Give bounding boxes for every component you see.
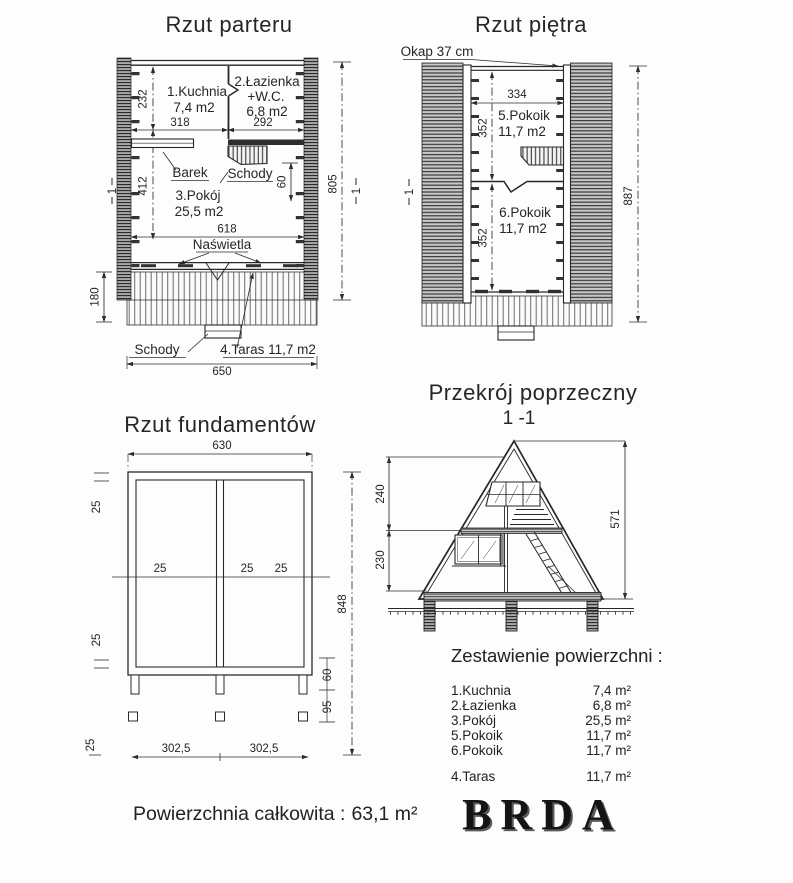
dim-887 bbox=[623, 66, 647, 322]
okap-label: Okap 37 cm bbox=[400, 44, 474, 59]
area-summary bbox=[451, 645, 663, 784]
row-label: 4.Taras bbox=[451, 769, 496, 784]
lazienka-label: 2.Łazienka bbox=[234, 74, 300, 89]
dim-805 bbox=[328, 62, 352, 300]
svg-text:292: 292 bbox=[253, 117, 273, 129]
svg-text:334: 334 bbox=[507, 89, 527, 101]
svg-text:848: 848 bbox=[337, 594, 349, 614]
terrace-planks bbox=[127, 272, 317, 325]
pokoik6-label: 6.Pokoik bbox=[499, 205, 551, 220]
pokoj-area: 25,5 m2 bbox=[174, 204, 224, 219]
svg-text:60: 60 bbox=[322, 668, 334, 682]
svg-text:618: 618 bbox=[217, 223, 237, 236]
svg-text:25: 25 bbox=[240, 563, 254, 575]
svg-text:412: 412 bbox=[137, 176, 150, 196]
stairs-ground bbox=[220, 146, 273, 183]
foundation-title: Rzut fundamentów bbox=[124, 412, 316, 437]
section-mark-right bbox=[351, 178, 363, 204]
svg-text:95: 95 bbox=[322, 700, 334, 714]
center-post bbox=[505, 534, 508, 594]
loft-floor bbox=[461, 528, 562, 534]
row-label: 6.Pokoik bbox=[451, 743, 503, 758]
row-label: 2.Łazienka bbox=[451, 698, 517, 713]
area-summary-title: Zestawienie powierzchni : bbox=[451, 645, 663, 666]
section-subtitle: 1 -1 bbox=[502, 408, 536, 429]
first-floor-plan bbox=[390, 0, 655, 380]
dim-25-mid-left bbox=[91, 634, 109, 668]
dim-334 bbox=[471, 89, 564, 103]
loft-partition bbox=[471, 182, 564, 193]
floor-platform bbox=[424, 593, 601, 602]
svg-text:571: 571 bbox=[610, 509, 622, 529]
table-row bbox=[451, 743, 631, 758]
taras-label: 4.Taras 11,7 m2 bbox=[220, 342, 316, 357]
svg-text:805: 805 bbox=[327, 174, 340, 194]
svg-text:25: 25 bbox=[274, 563, 288, 575]
naswietla-label: Naświetla bbox=[192, 237, 252, 252]
row-value: 25,5 m² bbox=[585, 713, 631, 728]
svg-text:887: 887 bbox=[623, 186, 635, 206]
row-value: 11,7 m² bbox=[586, 728, 631, 743]
dim-352-lower bbox=[478, 184, 493, 290]
dim-618 bbox=[131, 224, 304, 238]
svg-text:230: 230 bbox=[375, 550, 387, 570]
kuchnia-area: 7,4 m2 bbox=[173, 100, 215, 115]
dim-25-top-left bbox=[91, 473, 109, 513]
pokoik5-area: 11,7 m2 bbox=[498, 124, 546, 139]
pokoik6-area: 11,7 m2 bbox=[499, 221, 547, 236]
foundation-pads bbox=[129, 712, 308, 721]
brda-logo: BRDA bbox=[462, 790, 623, 839]
schody-bottom-label: Schody bbox=[134, 342, 180, 357]
schody-mid-label: Schody bbox=[227, 166, 273, 181]
total-area-value: 63,1 m² bbox=[351, 803, 418, 825]
dim-352-upper bbox=[478, 72, 493, 180]
table-row bbox=[451, 683, 631, 698]
table-row bbox=[451, 728, 631, 743]
svg-text:1: 1 bbox=[404, 188, 416, 196]
svg-text:232: 232 bbox=[137, 89, 150, 109]
table-row bbox=[451, 713, 631, 728]
dim-848 bbox=[337, 472, 361, 755]
first-floor-title: Rzut piętra bbox=[475, 12, 587, 37]
dim-240-230 bbox=[375, 457, 504, 591]
svg-text:302,5: 302,5 bbox=[249, 743, 279, 755]
section-mark-left-upper bbox=[404, 179, 416, 205]
svg-text:1: 1 bbox=[351, 187, 363, 195]
row-label: 5.Pokoik bbox=[451, 728, 503, 743]
svg-text:1: 1 bbox=[107, 187, 119, 195]
svg-text:318: 318 bbox=[170, 117, 190, 129]
total-area-label: Powierzchnia całkowita : bbox=[133, 803, 346, 825]
dim-232-412 bbox=[138, 67, 156, 239]
ground-floor-plan bbox=[70, 0, 370, 380]
kuchnia-label: 1.Kuchnia bbox=[166, 84, 228, 99]
svg-text:25: 25 bbox=[91, 633, 103, 647]
table-row bbox=[451, 769, 631, 784]
svg-text:650: 650 bbox=[212, 366, 232, 378]
dim-302-5 bbox=[132, 743, 308, 761]
naswietla-callout bbox=[179, 237, 261, 264]
row-label: 1.Kuchnia bbox=[451, 683, 512, 698]
total-area bbox=[133, 803, 424, 826]
stairs-upper bbox=[521, 147, 564, 165]
svg-text:352: 352 bbox=[477, 228, 490, 248]
svg-text:352: 352 bbox=[477, 118, 490, 138]
footings bbox=[424, 601, 598, 631]
dim-180 bbox=[90, 272, 113, 322]
dim-60-95 bbox=[319, 658, 335, 722]
upper-step bbox=[498, 326, 534, 340]
svg-text:180: 180 bbox=[89, 287, 102, 307]
lower-window bbox=[452, 533, 506, 566]
lazienka-area: 6,8 m2 bbox=[246, 104, 288, 119]
svg-text:60: 60 bbox=[276, 175, 289, 189]
barek-label: Barek bbox=[172, 165, 208, 180]
svg-text:25: 25 bbox=[153, 563, 167, 575]
upper-window bbox=[486, 482, 554, 528]
row-value: 11,7 m² bbox=[586, 743, 631, 758]
row-label: 3.Pokój bbox=[451, 713, 497, 728]
svg-text:302,5: 302,5 bbox=[161, 743, 191, 755]
table-row bbox=[451, 698, 631, 713]
loft-ladder bbox=[526, 532, 577, 596]
foundation-plan bbox=[80, 400, 380, 775]
cross-section bbox=[375, 380, 638, 642]
ground-floor-title: Rzut parteru bbox=[165, 12, 293, 37]
pokoik5-label: 5.Pokoik bbox=[498, 108, 550, 123]
dim-60 bbox=[277, 163, 299, 201]
svg-text:630: 630 bbox=[212, 440, 232, 452]
row-value: 7,4 m² bbox=[592, 683, 631, 698]
a-frame-shell bbox=[419, 441, 603, 599]
svg-text:25: 25 bbox=[91, 500, 103, 514]
section-title: Przekrój poprzeczny bbox=[428, 380, 638, 405]
svg-text:240: 240 bbox=[375, 484, 387, 504]
log-ticks-right bbox=[296, 72, 304, 267]
svg-text:25: 25 bbox=[85, 738, 97, 752]
lazienka-wc: +W.C. bbox=[247, 89, 285, 104]
row-value: 11,7 m² bbox=[586, 769, 631, 784]
dim-row-25s bbox=[112, 563, 330, 581]
pokoj-label: 3.Pokój bbox=[175, 188, 221, 203]
dim-318-292 bbox=[131, 117, 304, 135]
gable-wall-windows bbox=[471, 290, 564, 293]
row-value: 6,8 m² bbox=[592, 698, 631, 713]
barek-counter bbox=[132, 139, 210, 181]
dim-630 bbox=[128, 440, 312, 470]
foundation-stubs bbox=[131, 675, 307, 694]
dim-650 bbox=[127, 356, 317, 378]
dim-25-bottom-left bbox=[85, 739, 101, 755]
